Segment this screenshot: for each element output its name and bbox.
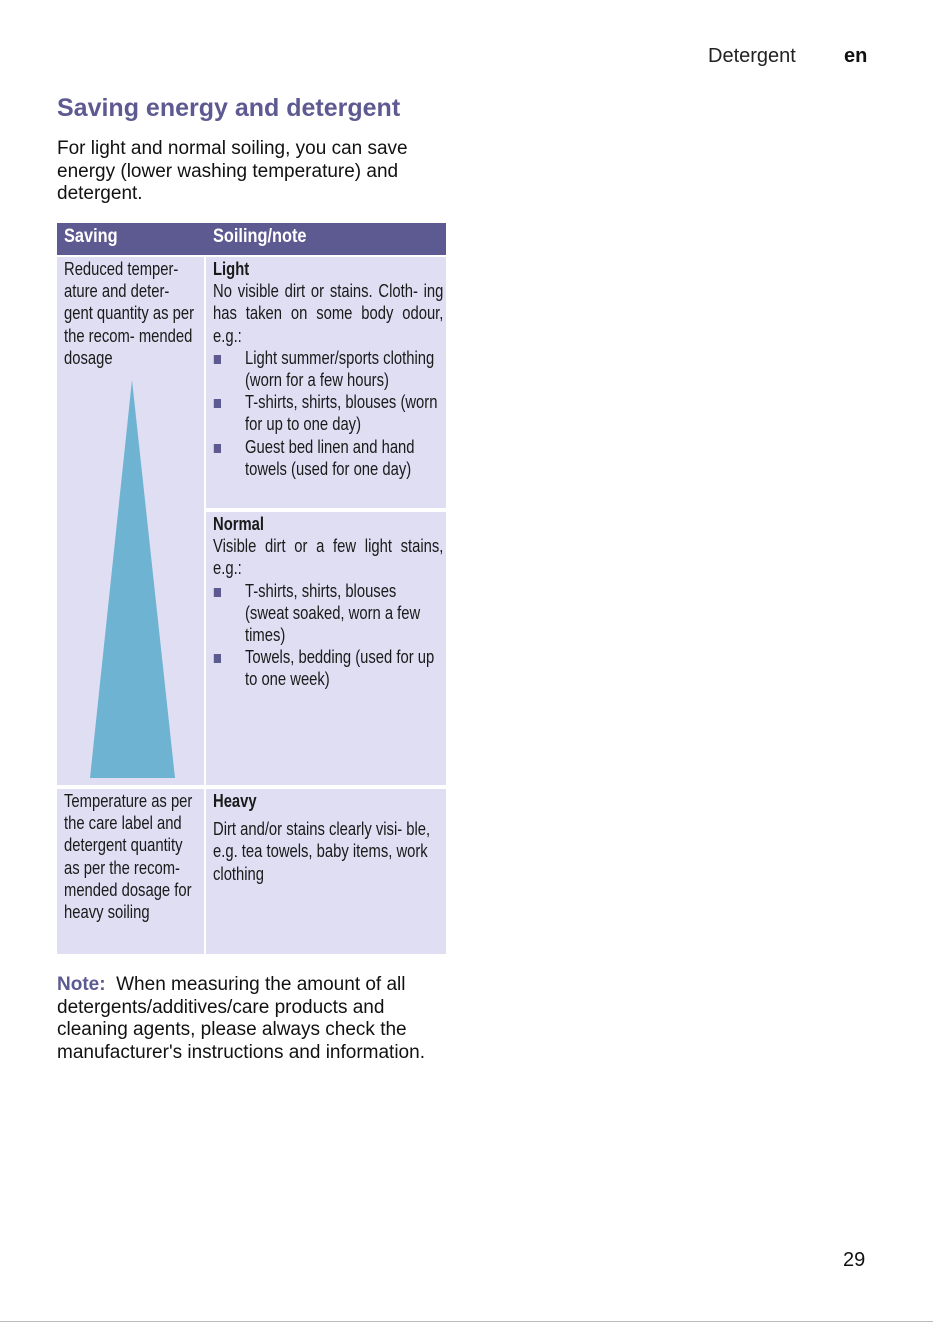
bullet-square-icon	[214, 444, 221, 453]
saving-heavy-text: Temperature as per the care label and detergent quantity as per the recom- mended dosage for heavy soiling	[64, 790, 193, 923]
soiling-normal-description: Visible dirt or a few light stains, e.g.:	[213, 535, 444, 579]
soiling-heavy-description: Dirt and/or stains clearly visi- ble, e.g. tea towels, baby items, work clothing	[213, 818, 431, 884]
soiling-cell-light	[206, 257, 446, 508]
page-bottom-rule	[0, 1321, 933, 1322]
saving-reduced-text: Reduced temper- ature and deter- gent quantity as per the recom- mended dosage	[64, 258, 194, 368]
list-item: Light summer/sports clothing (worn for a few hours)	[213, 347, 443, 391]
list-item: Guest bed linen and hand towels (used for one day)	[213, 436, 443, 480]
running-header-language: en	[844, 45, 868, 67]
saving-cell-heavy	[57, 789, 204, 954]
note-label: Note:	[57, 974, 106, 995]
note-text: When measuring the amount of all detergents/additives/care products and cleaning agents, please always check the manufacturer's instructions and information.	[57, 974, 425, 1063]
bullet-square-icon	[214, 654, 221, 663]
soiling-normal-examples	[213, 580, 443, 691]
soiling-level-heavy: Heavy	[213, 790, 257, 811]
col-header-soiling: Soiling/note	[213, 226, 307, 247]
bullet-square-icon	[214, 399, 221, 408]
page-number: 29	[843, 1249, 866, 1271]
soiling-level-normal: Normal	[213, 513, 264, 534]
table-header-row	[57, 223, 446, 255]
soiling-cell-heavy	[206, 789, 446, 954]
note-paragraph	[57, 974, 447, 1064]
running-header-section: Detergent	[708, 45, 796, 67]
list-item: T-shirts, shirts, blouses (worn for up to one day)	[213, 391, 443, 435]
list-item: Towels, bedding (used for up to one week)	[213, 646, 443, 690]
soiling-cell-normal	[206, 512, 446, 785]
intro-paragraph: For light and normal soiling, you can save energy (lower washing temperature) and detergent.	[57, 138, 408, 204]
bullet-square-icon	[214, 355, 221, 364]
col-header-saving: Saving	[64, 226, 118, 247]
list-item: T-shirts, shirts, blouses (sweat soaked, worn a few times)	[213, 580, 443, 647]
page-title: Saving energy and detergent	[57, 94, 401, 122]
soiling-light-examples	[213, 347, 443, 480]
soiling-level-light: Light	[213, 258, 250, 279]
saving-gradient-triangle	[89, 380, 177, 780]
soiling-light-description: No visible dirt or stains. Cloth- ing has taken on some body odour, e.g.:	[213, 280, 444, 346]
bullet-square-icon	[214, 588, 221, 597]
